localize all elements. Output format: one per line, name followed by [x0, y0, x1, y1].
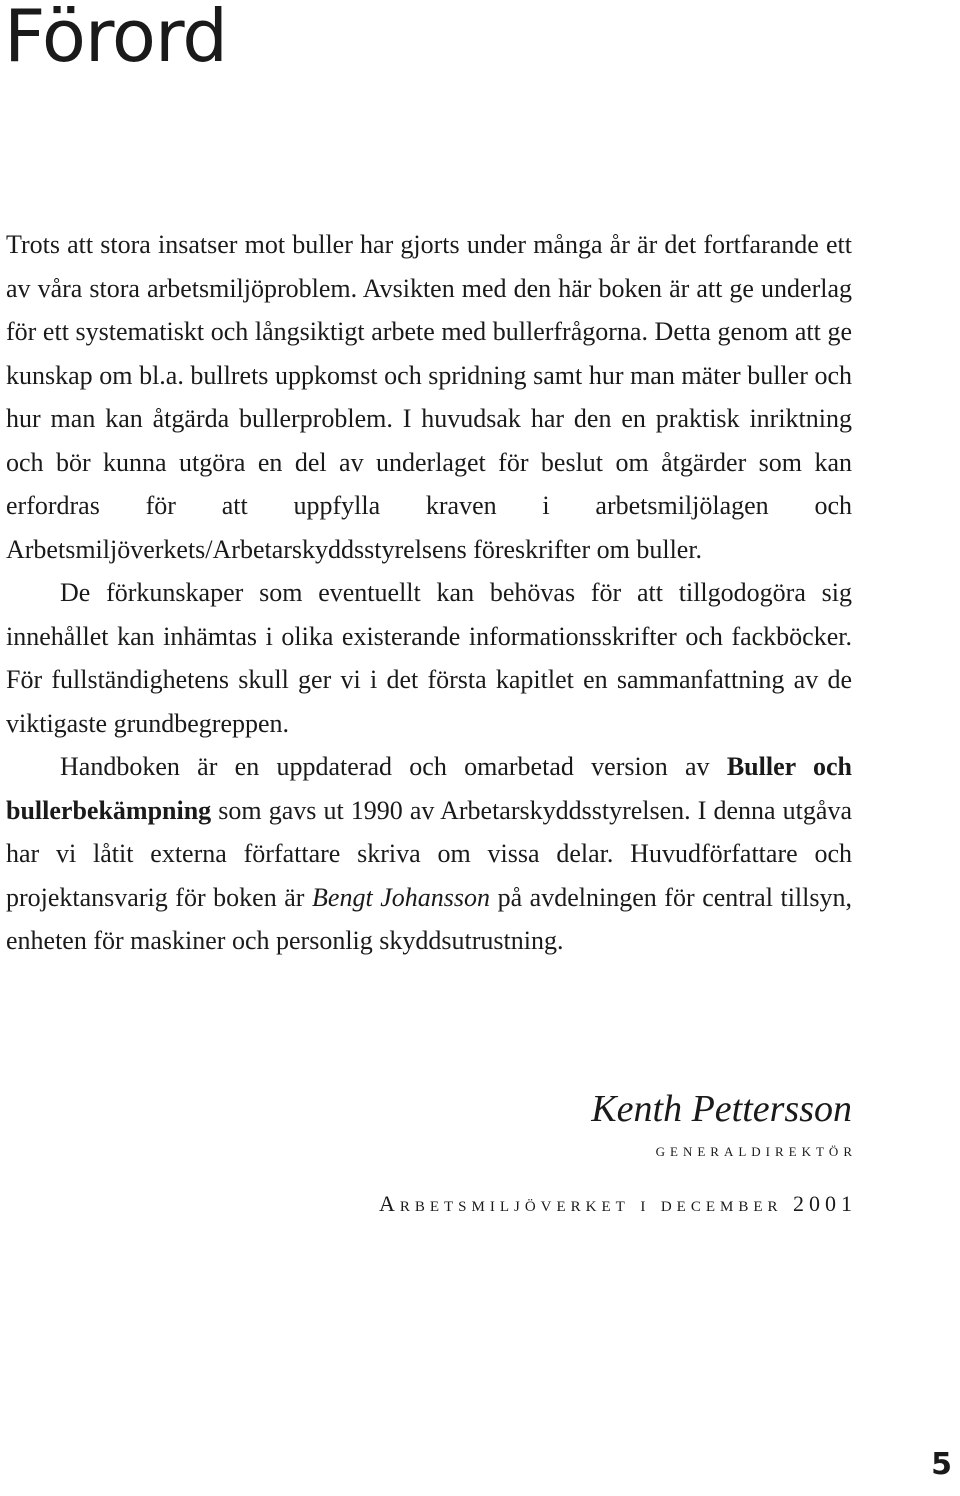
- paragraph-1: Trots att stora insatser mot buller har gjorts under många år är det fortfarande ett av våra stora arbetsmiljöproblem. Avsikten med den här boken är att ge underlag för ett systematiskt och långsiktigt arbete med bullerfrågorna. Detta genom att ge kunskap om bl.a. bullrets uppkomst och spridning samt hur man mäter buller och hur man kan åtgärda bullerproblem. I huvudsak har den en praktisk inriktning och bör kunna utgöra en del av underlaget för beslut om åtgärder som kan erfordras för att uppfylla kraven i arbetsmiljölagen och Arbetsmiljöverkets/Arbetarskyddsstyrelsens föreskrifter om buller.: [6, 230, 852, 564]
- signature-block: [378, 1084, 857, 1217]
- body-text: [6, 223, 852, 963]
- book-title: Buller och bullerbekämpning: [6, 752, 853, 825]
- signature-org-date: Arbetsmiljöverket i december 2001: [378, 1191, 857, 1216]
- paragraph-3: [6, 745, 852, 963]
- page-title: Förord: [4, 0, 228, 78]
- paragraph-3-part-3: på avdelningen för central tillsyn, enheten för maskiner och personlig skyddsutrustning.: [6, 882, 852, 955]
- paragraph-2: De förkunskaper som eventuellt kan behövas för att tillgodogöra sig innehållet kan inhämtas i olika existerande informationsskrifter och fackböcker. För fullständighetens skull ger vi i det första kapitlet en sammanfattning av de viktigaste grundbegreppen.: [6, 578, 852, 738]
- paragraph-3-part-2: som gavs ut 1990 av Arbetarskyddsstyrelsen. I denna utgåva har vi låtit externa författare skriva om vissa delar. Huvudförfattare och projektansvarig för boken är: [6, 795, 852, 912]
- page-number: 5: [931, 1447, 952, 1482]
- paragraph-3-part-1: Handboken är en uppdaterad och omarbetad version av: [60, 752, 727, 781]
- signature-title: generaldirektör: [655, 1140, 857, 1160]
- author-name: Bengt Johansson: [312, 882, 491, 912]
- signature-name: Kenth Pettersson: [591, 1088, 852, 1130]
